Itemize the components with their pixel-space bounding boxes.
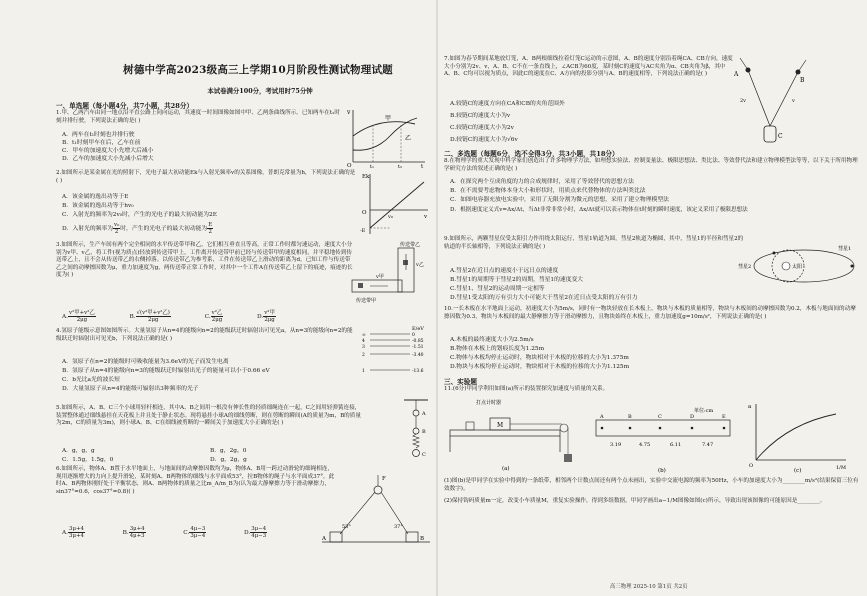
q11-stem: 11.(6分)甲同学利用如图(a)所示的装置探究加速度与质量的关系。 <box>444 386 609 392</box>
q10-stem: 10.一长木板在水平地面上运动，初速度大小为5m/s，同时有一物块轻放在长木板上，物块与木板的质量相等，物块与木板间的动摩擦因数为0.2，木板与地面间的动摩擦因数为0.3，物块与木板间的最大静摩擦力等于滑动摩擦力，且物块始终在木板上，重力加速度g=10m/s²，下列说法正确的是( ) <box>444 306 856 320</box>
q11-caption-a: (a) <box>502 466 510 472</box>
q5-label-b: B <box>422 429 426 435</box>
q2-option-d <box>62 222 213 235</box>
q9-label-comet2: 彗星2 <box>738 264 752 270</box>
q3-b-num: √(v²甲+v²乙) <box>136 310 170 316</box>
q2-option-d-part1: D．入射光的频率为 <box>62 226 114 232</box>
q3-options <box>62 310 276 323</box>
q3-v-jia: v甲 <box>376 274 384 280</box>
q1-vt-graph <box>345 106 430 168</box>
q11-units: 单位:cm <box>694 408 714 414</box>
q4-level-n-4: 1 <box>362 368 365 374</box>
q3-stem: 3.如图所示，生产车间有两个完全相同的水平传送带甲和乙，它们相互垂直且等高，正常工作时都匀速运动，速度大小分别为v甲、v乙，将工件(视为质点)轻放到传送带甲上，工件离开传送带甲前已经与传送带甲的速度相同，并平稳地传到传送带乙上，且不会从传送带乙的右侧掉落。以传送带乙为参考系，工件在传送带乙上滑动的距离为d。已知工件与传送带乙之间的动摩擦因数为μ，重力加速度为g，两传送带正常工作时，对其中一个工件A在传送带乙上留下的痕迹，痕迹的长度为( ) <box>56 242 353 279</box>
q6-angle-53: 53° <box>342 524 351 530</box>
section-multi-choice: 二、多选题（每题6分，选不全得3分，共3小题，共18分） <box>444 150 619 158</box>
q4-energy-level-diagram <box>360 322 432 374</box>
q2-d-frac1-den: 2 <box>114 229 119 235</box>
q5-stem: 5.如图所示，A、B、C三个小球用轻杆相连，其中A、B之间用一根没有伸长性的轻质细绳连在一起，C之间用轻弹簧连接，装置整体通过细线悬挂在天花板上并且处于静止状态。现将悬挂小球A的细线剪断，则在剪断的瞬间(A的质量为m，B的质量为2m，C的质量为3m)，则小球A、B、C在细线被剪断的一瞬间关于加速度大小正确的是( ) <box>56 405 361 427</box>
q6-label-f: F <box>382 476 386 482</box>
q7-label-a: A <box>734 71 739 78</box>
q1-stem: 1.甲、乙两汽车由同一地点沿平直公路上同向运动，其速度一时间图像如图中甲、乙两条曲线所示。已知两车在t₂时刻并排行驶，下列说法正确的是( ) <box>56 110 340 124</box>
q7-label-b: B <box>800 77 805 84</box>
q2-option-d-part2: 时，产生的光电子的最大初动能为 <box>120 226 208 232</box>
q11-apparatus-figure <box>446 396 586 474</box>
q3-option-d: D. <box>256 314 264 320</box>
page-title: 树德中学高2023级高三上学期10月阶段性测试物理试题 <box>123 64 393 76</box>
q9-label-sun: 太阳 <box>792 264 803 270</box>
q11-tape-label-3: D <box>690 414 695 420</box>
q6-option-b-frac <box>129 526 146 539</box>
q1-option-a: A．两车在t₁时刻也并排行驶 <box>62 132 135 138</box>
q6-d-num: 3μ−4 <box>251 526 267 532</box>
q9-orbit-figure <box>738 240 864 290</box>
q4-level-n-0: ∞ <box>362 332 366 338</box>
q6-c-num: 4μ−3 <box>190 526 206 532</box>
q3-a-den: 2μg <box>76 317 88 323</box>
q3-option-b: B. <box>129 314 136 320</box>
q1-t2: t₂ <box>398 164 403 168</box>
q6-stem: 6.如图所示，物体A、B置于水平地面上，与地面间的动摩擦因数均为μ，物体A、B用一跨过动滑轮的细绳相连，现用逐渐增大的力向上提升滑轮，某时刻A、B两物体的细线与水平面成53°，拉B物体的绳子与水平面成37°，此时A、B两物体刚好处于平衡状态，则A、B两物体的质量之比m_A/m_B为(认为最大静摩擦力等于滑动摩擦力，sin37°=0.6，cos37°=0.8)( ) <box>56 466 335 495</box>
q11-caption-c: (c) <box>794 468 802 474</box>
q6-a-den: 3μ+4 <box>69 533 84 539</box>
q7-option-c: C.较链C的速度大小为2v <box>450 125 514 131</box>
q4-level-e-3: -3.40 <box>412 352 424 358</box>
q6-b-den: 4μ+3 <box>129 533 145 539</box>
q11-tape-label-1: B <box>628 414 632 420</box>
page-subtitle: 本试卷满分100分，考试用时75分钟 <box>207 87 313 95</box>
q6-a-num: 3μ+4 <box>69 526 84 532</box>
q7-option-d: D.较链C的速度大小为√6v <box>450 137 518 143</box>
q1-axis-v: v <box>347 109 351 116</box>
q9-label-comet1: 彗星1 <box>838 246 852 252</box>
q11-tape-value-0: 3.19 <box>610 442 622 448</box>
q1-label-yi: 乙 <box>405 135 412 142</box>
q5-label-a: A <box>422 411 426 417</box>
q1-origin: O <box>347 163 352 168</box>
section-single-choice: 一、单选题（每小题4分，共7小题，共28分） <box>56 102 194 110</box>
q6-option-d-frac <box>250 526 267 539</box>
q6-option-c-letter: C. <box>183 530 190 536</box>
q4-level-e-1: -0.85 <box>412 338 424 344</box>
q5-option-c: C．1.5g，1.5g，0 <box>62 457 114 463</box>
q4-option-d: D．大量氢原子从n=4的能级可辐射出3种频率的光子 <box>62 386 199 392</box>
q11-tape-dot-2 <box>659 427 662 430</box>
q3-a-num: v²甲+v²乙 <box>69 310 95 316</box>
q11-caption-b: (b) <box>658 468 666 474</box>
q4-level-e-0: 0 <box>412 332 415 338</box>
q8-stem: 8.在物理学的重大发现中科学家们创造出了许多物理学方法，如理想实验法、控制变量法、极限思想法、类比法、等效替代法和建立物理模型法等等，以下关于所用物理学研究方法的叙述正确的是( ) <box>444 158 858 172</box>
q5-option-a: A．g，g，g <box>62 448 95 454</box>
q4-option-b: B．氢原子从n=4的能级向n=3的能级跃迁时辐射出光子的能量可以小于0.66 eV <box>62 368 270 374</box>
q3-d-num: v²甲 <box>264 310 275 316</box>
q2-d-frac2-num: E <box>208 222 213 228</box>
q5-option-d: D．g，2g，g <box>210 457 247 463</box>
q6-c-den: 3μ−4 <box>190 533 206 539</box>
q6-angle-37: 37° <box>394 524 403 530</box>
q9-option-c: C.彗星1、彗星2的运动周期一定相等 <box>450 286 545 292</box>
q7-option-a: A.较链C的速度方向在CA和CB的夹角范围外 <box>450 101 565 107</box>
q8-option-d: D．根据速度定义式v=Δx/Δt，当Δt非常非常小时，Δx/Δt就可以表示物体在t时刻的瞬时速度，该定义采用了极限思想法 <box>450 207 748 213</box>
q6-label-a: A <box>322 536 326 542</box>
q2-neg-e: -E <box>360 228 366 234</box>
q6-label-b: B <box>420 536 425 542</box>
q4-level-e-2: -1.51 <box>412 344 424 350</box>
q4-level-e-4: -13.6 <box>412 368 424 374</box>
q5-option-b: B．g，2g，0 <box>210 448 247 454</box>
q2-axis-ek: Ek <box>362 174 370 180</box>
q11-tape-dot-1 <box>629 427 632 430</box>
q9-stem: 9.如图所示，两颗彗星仅受太阳引力作用绕太阳运行，彗星1轨道为圆，彗星2轨道为椭圆，其中，彗星1的半径和彗星2的轨道的半长轴相等，下列说法正确的是( ) <box>444 236 744 250</box>
q8-option-c: C．如图电容器充放电实验中，采用了无限分割为微元的思想，采用了建立物理模型法 <box>450 197 669 203</box>
q9-option-d: D.彗星1受太阳的万有引力大小可能大于彗星2在近日点受太阳的万有引力 <box>450 295 638 301</box>
q11-tape-label-0: A <box>600 414 604 420</box>
q6-option-b-letter: B. <box>122 530 129 536</box>
q3-option-c-frac <box>211 310 224 323</box>
q11-part1: (1)图(b)是甲同学在实验中得到的一条纸带，相邻两个计数点间还有两个点未画出，实验中交流电源的频率为50Hz，小车的加速度大小为________m/s²(结果保留三位有效数字)。 <box>444 478 859 492</box>
q1-option-b: B．t₁时刻甲车在后，乙车在前 <box>62 140 141 146</box>
q6-option-d-letter: D. <box>243 530 251 536</box>
q6-option-a-frac <box>68 526 85 539</box>
q10-option-c: C.物体与木板均停止运动时，物块相对于木板的位移的大小为1.375m <box>450 355 629 361</box>
q2-d-frac1-num: v₀ <box>114 222 120 228</box>
q1-t1: t₁ <box>370 164 375 168</box>
q11-tape-label-2: C <box>658 414 662 420</box>
q11-tape-value-2: 6.11 <box>670 442 682 448</box>
q3-option-c: C. <box>204 314 211 320</box>
q11-tape-dot-4 <box>723 427 726 430</box>
q6-pulley-figure <box>320 472 432 552</box>
q7-lantern-figure <box>730 56 810 152</box>
q11-tape-dot-0 <box>601 427 604 430</box>
q9-option-a: A.彗星2在近日点的速度小于远日点的速度 <box>450 268 559 274</box>
q1-option-c: C．甲车的加速度大小先增大后减小 <box>62 148 154 154</box>
q7-option-b: B.较链C的速度大小为v <box>450 113 511 119</box>
q2-option-b: B．该金属的逸出功等于hv₀ <box>62 203 134 209</box>
q1-option-d: D．乙车的加速度大小先减小后增大 <box>62 156 154 162</box>
q5-spring-figure <box>400 398 432 468</box>
q11-tape-value-3: 7.47 <box>702 442 714 448</box>
q2-origin: O <box>362 210 367 216</box>
q7-label-2v: 2v <box>740 98 747 104</box>
q2-d-frac2-den: 2 <box>208 229 212 235</box>
q11-tape-value-1: 4.75 <box>639 442 651 448</box>
q10-option-d: D.物块与木板均停止运动时，物块相对于木板的位移的大小为1.125m <box>450 364 630 370</box>
q3-option-a-frac <box>68 310 96 323</box>
q6-b-num: 3μ+4 <box>129 526 145 532</box>
q11-graph-figure <box>746 398 858 474</box>
q3-option-a: A. <box>62 314 69 320</box>
q8-option-b: B．在不需要考虑物体本身大小和形状时，用质点来代替物体的方法叫类比法 <box>450 188 646 194</box>
q5-label-c: C <box>422 452 426 458</box>
q4-option-c: C．b光比a光的波长短 <box>62 377 120 383</box>
q11-tape-dot-3 <box>691 427 694 430</box>
q11-tape-points <box>599 414 726 448</box>
q11-origin: O <box>749 463 754 469</box>
q7-stem: 7.如图为春节期间某地放灯笼，A、B两根细线拉着灯笼C运动的示意图，A、B的速度分别沿着绳CA、CB方向，速度大小分别为2v、v，A、B、C不在一条直线上，∠ACB为60度，某时刻C的速度与AC夹角为α、CB夹角为β，其中A、B、C均可以视为质点，因此C的速度在C、A方向的投影分别与A、B的速度相等，下列说法正确的是( ) <box>444 56 733 78</box>
q11-axis-a: a <box>748 404 752 410</box>
q2-option-d-frac2 <box>207 222 213 235</box>
q1-axis-t: t <box>421 164 424 168</box>
q3-belt-jia: 传送带甲 <box>356 298 377 304</box>
q7-label-v: v <box>792 98 795 104</box>
q10-option-a: A.木板的最终速度大小为2.5m/s <box>450 337 534 343</box>
q3-belt-yi: 传送带乙 <box>400 242 421 248</box>
q4-level-n-1: 4 <box>362 338 365 344</box>
q7-label-c: C <box>778 133 783 140</box>
q3-v-yi: v乙 <box>416 262 424 268</box>
q3-c-num: v²乙 <box>211 310 223 316</box>
q2-option-a: A．该金属的逸出功等于E <box>62 194 129 200</box>
q3-option-d-frac <box>263 310 276 323</box>
page-footer: 高三物理 2025-10 第1页 共2页 <box>610 584 688 590</box>
q11-timer-label: 打点计时器 <box>476 400 502 406</box>
q4-level-n-2: 3 <box>362 344 365 350</box>
q2-v0: v₀ <box>388 214 393 220</box>
q2-axis-v: v <box>424 214 428 220</box>
q11-part2: (2)保持钩码质量m一定，改变小车质量M，重复实验操作，得到多组数据，甲同学画出a−1/M图像如图(c)所示，导致出现该图像的可能原因是________。 <box>444 498 826 504</box>
q6-options <box>62 526 267 539</box>
q3-b-den: 2μg <box>148 317 159 323</box>
q2-ek-graph <box>360 170 432 238</box>
section-experiment: 三、实验题 <box>444 378 477 386</box>
q11-axis-inv-m: 1/M <box>836 465 846 471</box>
q6-option-a-letter: A. <box>62 530 69 536</box>
q4-unit: E/eV <box>412 326 424 332</box>
q6-d-den: 4μ−3 <box>251 533 267 539</box>
q2-option-c: C．入射光的频率为2v₀时，产生的光电子的最大初动能为2E <box>62 212 217 218</box>
q10-option-b: B.物体在木板上的划痕长度为1.25m <box>450 346 545 352</box>
q4-option-a: A．氢原子在n=2的能级时可吸收能量为3.6eV的光子而发生电离 <box>62 359 229 365</box>
q3-conveyor-figure <box>350 240 432 306</box>
q4-level-n-3: 2 <box>362 352 365 358</box>
q2-stem: 2.如图所示是某金属在光的照射下，光电子最大初动能Ek与入射光频率v的关系图像，普朗克常量为h，下列说法正确的是( ) <box>56 170 356 184</box>
q1-label-jia: 甲 <box>385 115 392 122</box>
q11-tape-label-4: E <box>722 414 726 420</box>
q8-option-a: A．在探究两个互成角度的力的合成规律时，采用了等效替代的思想方法 <box>450 179 634 185</box>
q11-tape-figure <box>594 398 734 474</box>
q4-stem: 4.氢原子能级示意图如图所示。大量氢原子从n=4的能级向n=2的能级跃迁时辐射出可见光a，从n=3的能级向n=2的能级跃迁时辐射出可见光b，下列说法正确的是( ) <box>56 328 353 342</box>
q6-option-c-frac <box>189 526 206 539</box>
q3-option-b-frac <box>136 310 171 323</box>
q3-d-den: 2μg <box>264 317 275 323</box>
right-column <box>438 0 867 596</box>
q4-levels <box>362 332 424 374</box>
q11-cart-m: M <box>497 422 504 429</box>
q3-c-den: 2μg <box>211 317 223 323</box>
q9-option-b: B.彗星1的周期等于彗星2的周期，彗星1的速度变大 <box>450 277 584 283</box>
